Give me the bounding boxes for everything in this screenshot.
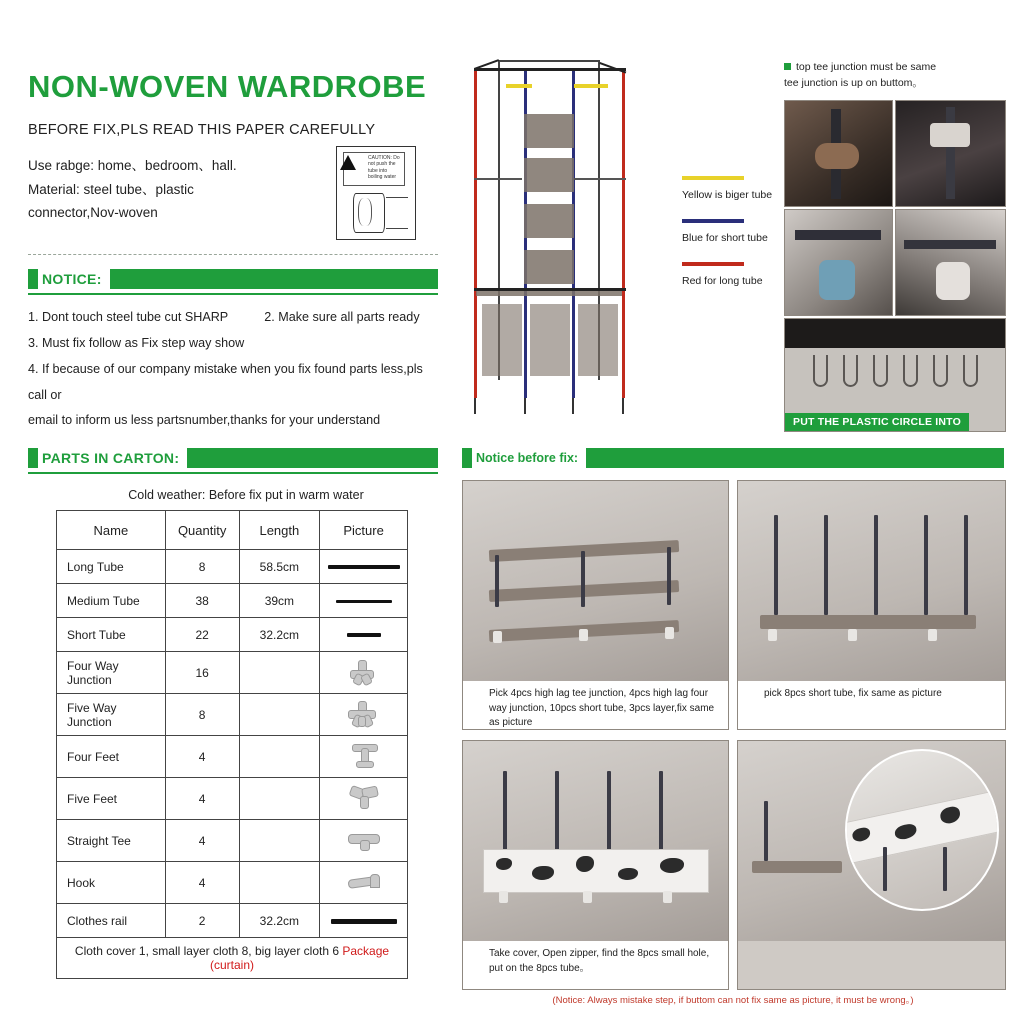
- part-name: Medium Tube: [57, 584, 166, 618]
- blue-tube-swatch-icon: [682, 219, 744, 223]
- part-picture: [320, 694, 408, 736]
- part-length: 32.2cm: [239, 618, 320, 652]
- hook-icon: [933, 355, 948, 387]
- column-header-name: Name: [57, 511, 166, 550]
- notice-item-1: 1. Dont touch steel tube cut SHARP: [28, 310, 229, 325]
- tee-junction-note: [784, 60, 1004, 92]
- step-photo-1: [463, 481, 728, 681]
- part-length: [239, 778, 320, 820]
- fabric-roll-icon: [353, 193, 385, 233]
- part-qty: 4: [165, 778, 239, 820]
- parts-table-wrapper: [56, 510, 408, 979]
- part-length: [239, 862, 320, 904]
- usage-line-2: Material: steel tube、plastic: [28, 181, 194, 197]
- clothes-rail-icon: [331, 919, 397, 924]
- long-tube-icon: [328, 565, 400, 569]
- part-picture: [320, 778, 408, 820]
- notice-heading: NOTICE:: [38, 269, 110, 289]
- photo-hand-assembly-4: [895, 209, 1006, 316]
- parts-footer-highlight: Package (curtain): [209, 944, 390, 973]
- photo-hand-assembly-2: [895, 100, 1006, 207]
- photo-content: [896, 101, 1005, 206]
- column-header-quantity: Quantity: [165, 511, 239, 550]
- five-feet-icon: [334, 784, 394, 810]
- medium-tube-icon: [336, 600, 392, 603]
- part-qty: 2: [165, 904, 239, 938]
- usage-line-3: connector,Nov-woven: [28, 205, 158, 221]
- step-caption-3: Take cover, Open zipper, find the 8pcs small hole, put on the 8pcs tube。: [463, 941, 728, 989]
- table-row: [57, 694, 408, 736]
- fix-heading: Notice before fix:: [472, 448, 586, 468]
- photo-hooks-rail: [784, 318, 1006, 432]
- part-length: [239, 820, 320, 862]
- legend-label-yellow: Yellow is biger tube: [682, 189, 773, 201]
- column-header-length: Length: [239, 511, 320, 550]
- yellow-tube-swatch-icon: [682, 176, 744, 180]
- table-footer-row: [57, 938, 408, 979]
- hook-icon: [873, 355, 888, 387]
- notice-row-1: [28, 305, 438, 331]
- page-title: NON-WOVEN WARDROBE: [28, 69, 427, 104]
- part-name: Five Feet: [57, 778, 166, 820]
- step-photo-4: [738, 741, 1005, 941]
- divider: [28, 254, 438, 255]
- part-length: [239, 736, 320, 778]
- care-warning-text: CAUTION: Do not push the tube into boiling water: [343, 152, 405, 186]
- notice-item-3: 3. Must fix follow as Fix step way show: [28, 335, 245, 350]
- table-row: [57, 584, 408, 618]
- part-picture: [320, 904, 408, 938]
- photo-content: [785, 101, 892, 206]
- usage-line-1: Use rabge: home、bedroom、hall.: [28, 158, 237, 174]
- green-square-bullet-icon: [784, 63, 791, 70]
- part-picture: [320, 736, 408, 778]
- cold-weather-note: Cold weather: Before fix put in warm water: [128, 488, 364, 503]
- table-row: [57, 778, 408, 820]
- red-tube-swatch-icon: [682, 262, 744, 266]
- care-warning-icon: [336, 146, 416, 240]
- hook-icon: [813, 355, 828, 387]
- step-caption-2: pick 8pcs short tube, fix same as picture: [738, 681, 1005, 729]
- part-qty: 4: [165, 736, 239, 778]
- notice-item-2: 2. Make sure all parts ready: [264, 310, 420, 325]
- page-subtitle: BEFORE FIX,PLS READ THIS PAPER CAREFULLY: [28, 122, 376, 139]
- notice-item-5: email to inform us less partsnumber,thanks for your understand: [28, 413, 381, 428]
- part-qty: 4: [165, 862, 239, 904]
- part-picture: [320, 652, 408, 694]
- wardrobe-diagram: [462, 58, 662, 418]
- five-way-junction-icon: [334, 700, 394, 726]
- part-picture: [320, 820, 408, 862]
- notice-list: [28, 305, 438, 434]
- part-picture: [320, 550, 408, 584]
- parts-footer-cell: [57, 938, 408, 979]
- part-name: Four Way Junction: [57, 652, 166, 694]
- usage-block: [28, 154, 438, 242]
- notice-section-header: [28, 269, 438, 291]
- table-row: [57, 862, 408, 904]
- part-name: Long Tube: [57, 550, 166, 584]
- hook-icon: [334, 868, 394, 894]
- legend-label-blue: Blue for short tube: [682, 232, 768, 244]
- table-row: [57, 736, 408, 778]
- parts-heading: PARTS IN CARTON:: [38, 448, 187, 468]
- part-length: [239, 694, 320, 736]
- plastic-circle-caption: PUT THE PLASTIC CIRCLE INTO: [785, 413, 969, 431]
- part-name: Straight Tee: [57, 820, 166, 862]
- part-qty: 4: [165, 820, 239, 862]
- part-name: Five Way Junction: [57, 694, 166, 736]
- step-card-4-detail: [737, 740, 1006, 990]
- table-row: [57, 820, 408, 862]
- parts-underline: [28, 472, 438, 474]
- part-name: Hook: [57, 862, 166, 904]
- part-length: [239, 652, 320, 694]
- warning-triangle-icon: [340, 155, 356, 170]
- fabric-roll-lines-icon: [386, 197, 408, 229]
- photo-hand-assembly-1: [784, 100, 893, 207]
- part-length: 58.5cm: [239, 550, 320, 584]
- notice-item-4: 4. If because of our company mistake when you fix found parts less,pls call or: [28, 361, 423, 402]
- notice-underline: [28, 293, 438, 295]
- table-row: [57, 550, 408, 584]
- part-qty: 8: [165, 694, 239, 736]
- step-photo-2: [738, 481, 1005, 681]
- parts-footer-text: Cloth cover 1, small layer cloth 8, big layer cloth 6: [74, 944, 340, 959]
- fix-section-header: [462, 448, 1004, 468]
- table-row: [57, 904, 408, 938]
- hook-icon: [903, 355, 918, 387]
- step-photo-3: [463, 741, 728, 941]
- part-name: Clothes rail: [57, 904, 166, 938]
- part-picture: [320, 862, 408, 904]
- zoom-detail-oval: [845, 749, 999, 911]
- step-card-3: [462, 740, 729, 990]
- step-card-1: [462, 480, 729, 730]
- part-picture: [320, 618, 408, 652]
- table-row: [57, 652, 408, 694]
- short-tube-icon: [347, 633, 381, 637]
- legend-label-red: Red for long tube: [682, 275, 763, 287]
- part-qty: 38: [165, 584, 239, 618]
- part-name: Short Tube: [57, 618, 166, 652]
- tee-note-line-1: top tee junction must be same: [796, 61, 937, 73]
- straight-tee-icon: [334, 826, 394, 852]
- left-column: [28, 70, 438, 979]
- table-header-row: [57, 511, 408, 550]
- table-row: [57, 618, 408, 652]
- part-qty: 8: [165, 550, 239, 584]
- parts-section-header: [28, 448, 438, 470]
- step-caption-1: Pick 4pcs high lag tee junction, 4pcs high lag four way junction, 10pcs short tube, 3pcs layer,fix same as picture: [463, 681, 728, 729]
- photo-content: [785, 210, 892, 315]
- column-header-picture: Picture: [320, 511, 408, 550]
- part-picture: [320, 584, 408, 618]
- part-qty: 22: [165, 618, 239, 652]
- part-length: 39cm: [239, 584, 320, 618]
- photo-content: [896, 210, 1005, 315]
- hook-icon: [963, 355, 978, 387]
- part-qty: 16: [165, 652, 239, 694]
- tee-note-line-2: tee junction is up on buttom。: [784, 76, 923, 89]
- step-card-2: [737, 480, 1006, 730]
- four-feet-icon: [334, 742, 394, 768]
- hook-icon: [843, 355, 858, 387]
- cow-print-cloth: [483, 849, 709, 893]
- photo-hand-assembly-3: [784, 209, 893, 316]
- four-way-junction-icon: [334, 658, 394, 684]
- final-warning-note: (Notice: Always mistake step, if buttom can not fix same as picture, it must be wrong。): [552, 995, 914, 1006]
- part-name: Four Feet: [57, 736, 166, 778]
- parts-table: [56, 510, 408, 979]
- part-length: 32.2cm: [239, 904, 320, 938]
